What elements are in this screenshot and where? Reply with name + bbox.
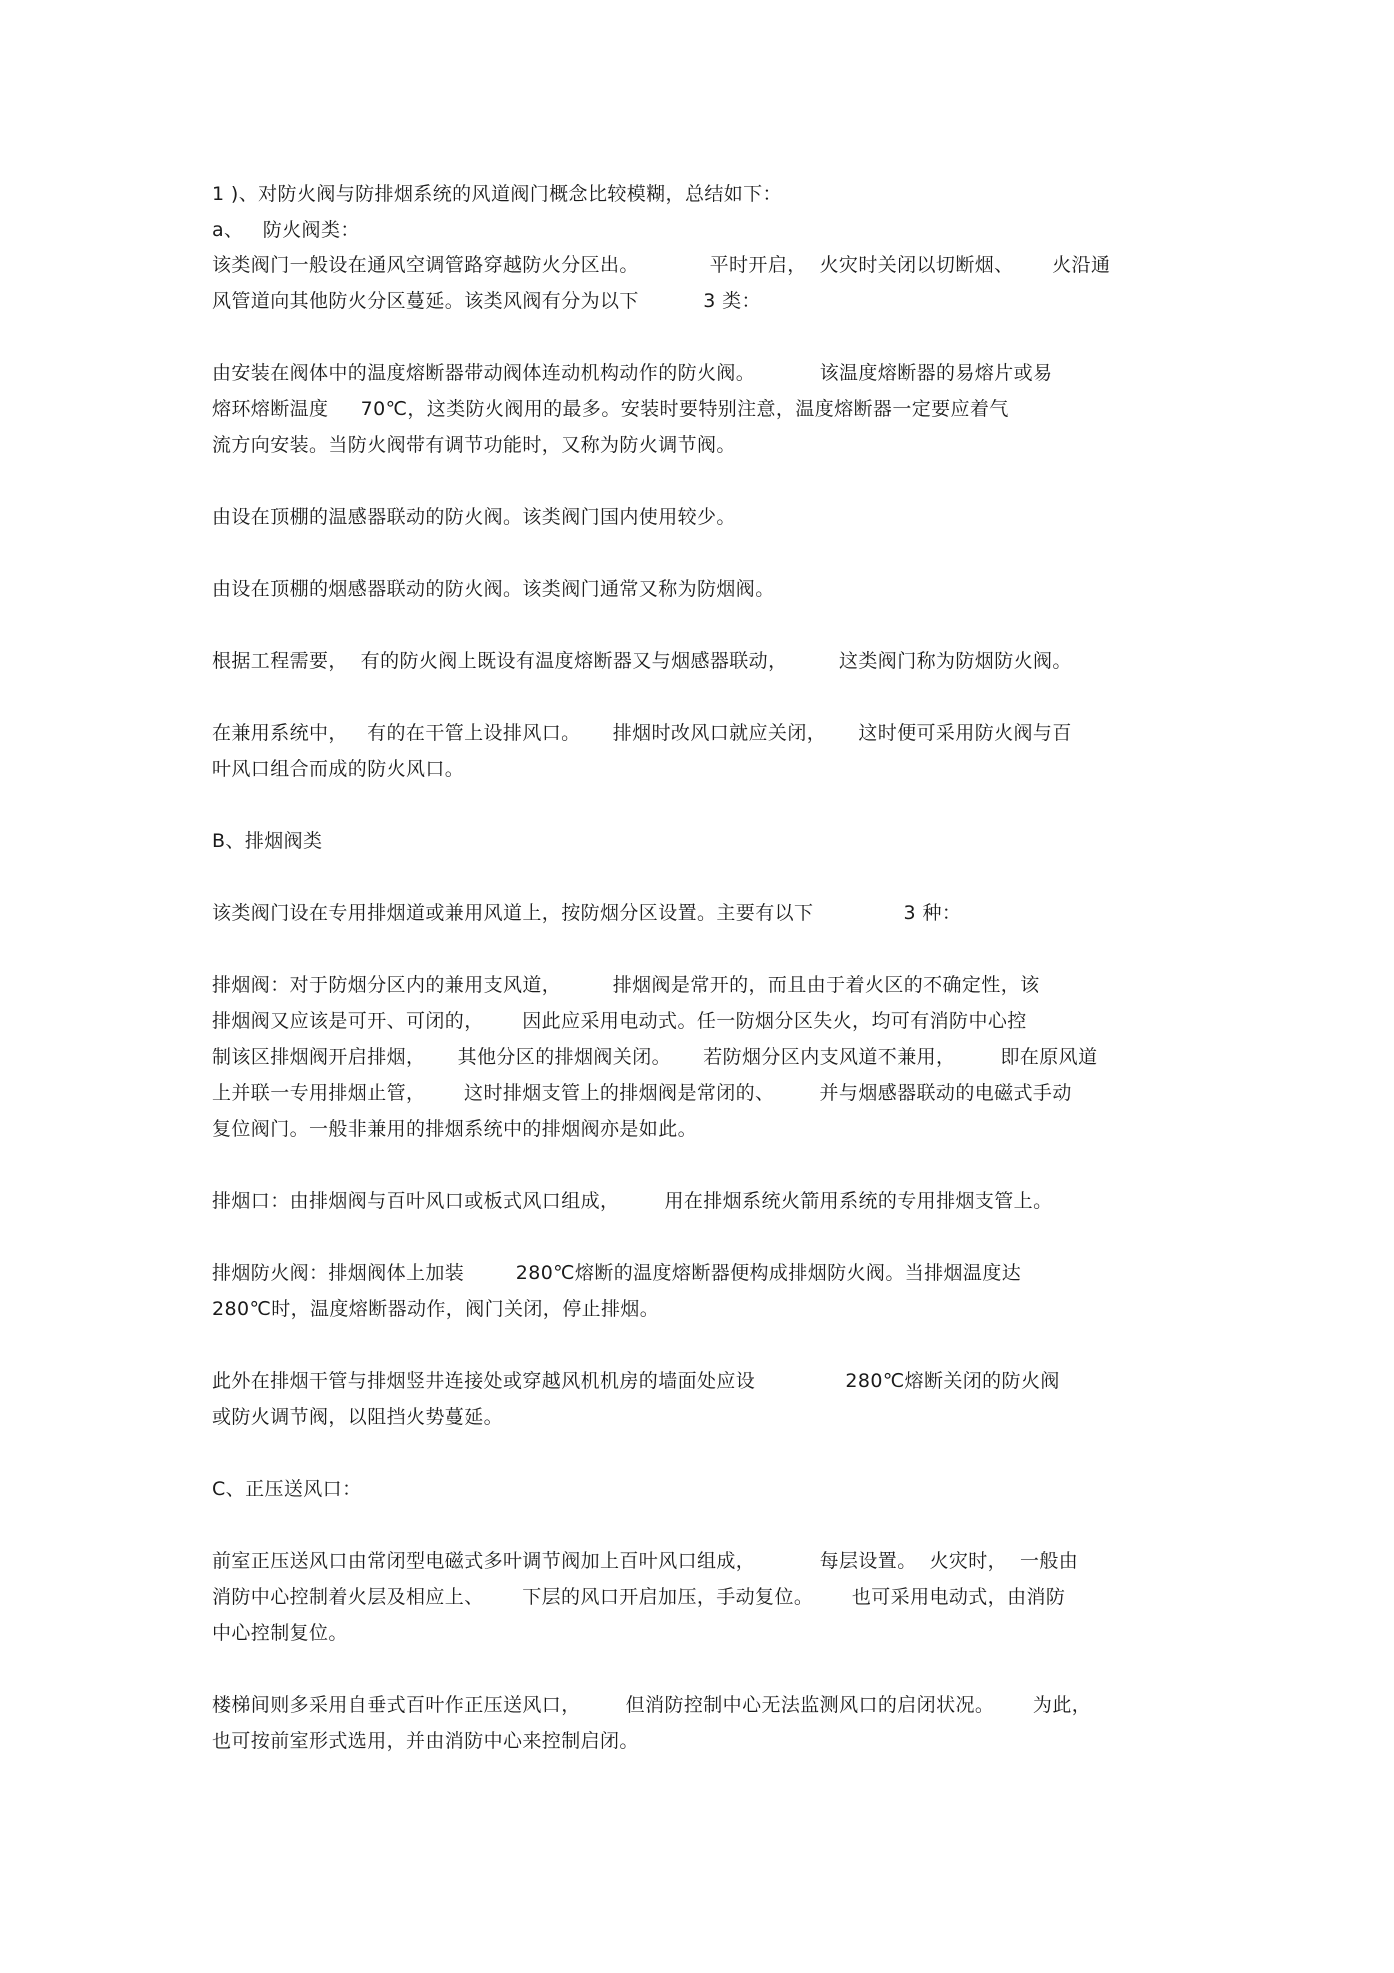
text-line: 消防中心控制着火层及相应上、 下层的风口开启加压，手动复位。 也可采用电动式，由消防: [212, 1586, 1066, 1608]
text-line: 流方向安装。当防火阀带有调节功能时，又称为防火调节阀。: [212, 434, 736, 456]
text-line: 复位阀门。一般非兼用的排烟系统中的排烟阀亦是如此。: [212, 1118, 698, 1140]
text-line: 由设在顶棚的温感器联动的防火阀。该类阀门国内使用较少。: [212, 506, 736, 528]
text-line: 由设在顶棚的烟感器联动的防火阀。该类阀门通常又称为防烟阀。: [212, 578, 775, 600]
text-line: 楼梯间则多采用自垂式百叶作正压送风口， 但消防控制中心无法监测风口的启闭状况。 为此，: [212, 1694, 1092, 1716]
text-line: 排烟口：由排烟阀与百叶风口或板式风口组成， 用在排烟系统火箭用系统的专用排烟支管上。: [212, 1190, 1053, 1212]
text-line: 在兼用系统中， 有的在干管上设排风口。 排烟时改风口就应关闭， 这时便可采用防火阀与百: [212, 722, 1072, 744]
section-heading: B、排烟阀类: [212, 830, 323, 852]
text-line: 排烟阀：对于防烟分区内的兼用支风道， 排烟阀是常开的，而且由于着火区的不确定性，该: [212, 974, 1040, 996]
text-line: 排烟阀又应该是可开、可闭的， 因此应采用电动式。任一防烟分区失火，均可有消防中心控: [212, 1010, 1027, 1032]
text-line: 1 )、对防火阀与防排烟系统的风道阀门概念比较模糊，总结如下：: [212, 183, 782, 205]
text-line: 风管道向其他防火分区蔓延。该类风阀有分为以下 3 类：: [212, 290, 761, 312]
text-line: 排烟防火阀：排烟阀体上加装 280℃熔断的温度熔断器便构成排烟防火阀。当排烟温度达: [212, 1262, 1022, 1284]
text-line: 也可按前室形式选用，并由消防中心来控制启闭。: [212, 1730, 639, 1752]
text-line: 根据工程需要， 有的防火阀上既设有温度熔断器又与烟感器联动， 这类阀门称为防烟防火阀。: [212, 650, 1072, 672]
text-line: 叶风口组合而成的防火风口。: [212, 758, 465, 780]
text-line: 上并联一专用排烟止管， 这时排烟支管上的排烟阀是常闭的、 并与烟感器联动的电磁式手动: [212, 1082, 1072, 1104]
text-line: 熔环熔断温度 70℃，这类防火阀用的最多。安装时要特别注意，温度熔断器一定要应着气: [212, 398, 1009, 420]
text-line: 或防火调节阀，以阻挡火势蔓延。: [212, 1406, 504, 1428]
text-line: 此外在排烟干管与排烟竖井连接处或穿越风机机房的墙面处应设 280℃熔断关闭的防火阀: [212, 1370, 1060, 1392]
text-line: 该类阀门设在专用排烟道或兼用风道上，按防烟分区设置。主要有以下 3 种：: [212, 902, 962, 924]
text-line: 该类阀门一般设在通风空调管路穿越防火分区出。 平时开启， 火灾时关闭以切断烟、 火沿通: [212, 254, 1111, 276]
text-line: 前室正压送风口由常闭型电磁式多叶调节阀加上百叶风口组成， 每层设置。 火灾时， 一般由: [212, 1550, 1079, 1572]
text-line: 280℃时，温度熔断器动作，阀门关闭，停止排烟。: [212, 1298, 660, 1320]
text-line: 由安装在阀体中的温度熔断器带动阀体连动机构动作的防火阀。 该温度熔断器的易熔片或易: [212, 362, 1053, 384]
text-line: a、 防火阀类：: [212, 219, 360, 241]
text-line: 制该区排烟阀开启排烟， 其他分区的排烟阀关闭。 若防烟分区内支风道不兼用， 即在原风道: [212, 1046, 1098, 1068]
section-heading: C、正压送风口：: [212, 1478, 362, 1500]
text-line: 中心控制复位。: [212, 1622, 348, 1644]
